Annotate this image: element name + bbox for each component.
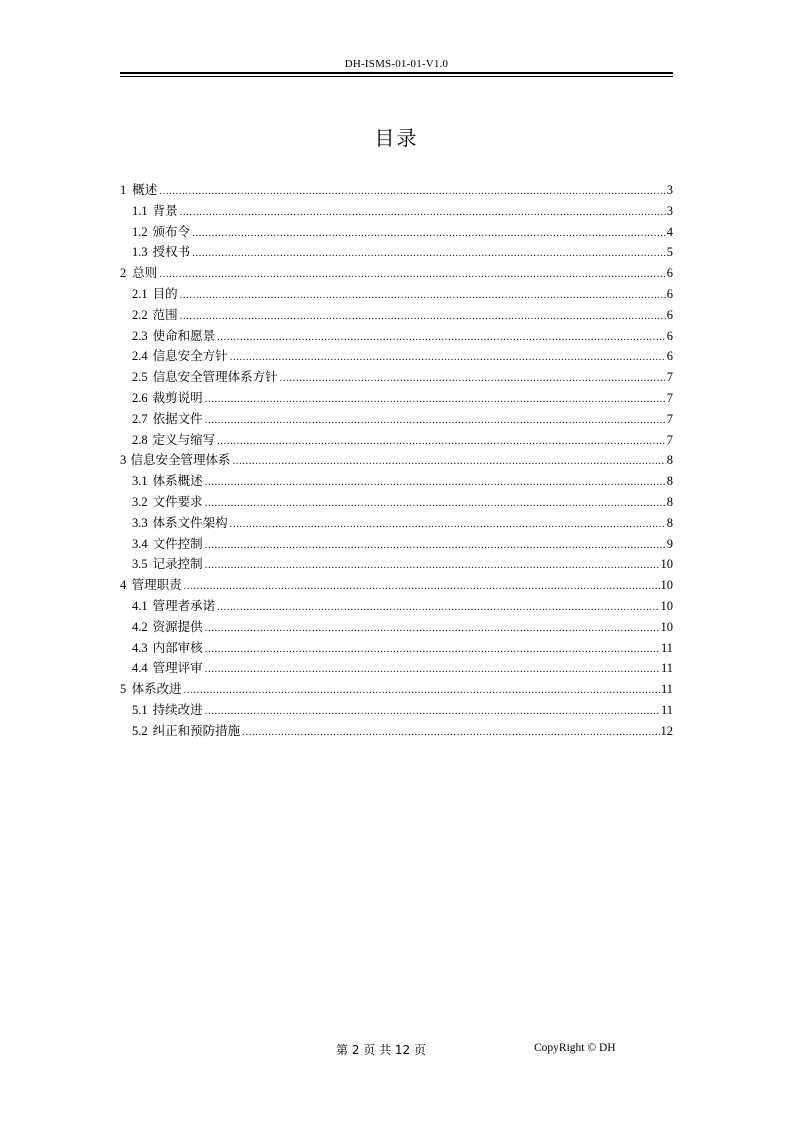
toc-entry-title: 记录控制 bbox=[152, 556, 203, 572]
toc-entry-title: 资源提供 bbox=[152, 618, 203, 634]
toc-entry-title: 内部审核 bbox=[152, 639, 203, 655]
toc-entry-number: 2.4 bbox=[132, 349, 148, 364]
toc-entry-title: 范围 bbox=[152, 306, 178, 322]
footer-page-info: 第 2 页 共 12 页 bbox=[336, 1043, 426, 1057]
toc-entry-page: 6 bbox=[666, 307, 673, 322]
toc-dot-leader bbox=[205, 493, 666, 514]
toc-entry[interactable] bbox=[120, 658, 673, 679]
toc-entry-number: 1 bbox=[120, 183, 127, 197]
toc-dot-leader bbox=[205, 555, 660, 576]
toc-entry-number: 4.1 bbox=[132, 598, 148, 613]
toc-entry[interactable] bbox=[120, 242, 673, 263]
header-divider-thick bbox=[120, 72, 673, 74]
toc-entry[interactable] bbox=[120, 346, 673, 367]
toc-dot-leader bbox=[184, 576, 660, 597]
footer-copyright: CopyRight © DH bbox=[534, 1042, 616, 1054]
toc-dot-leader bbox=[205, 389, 666, 410]
toc-entry[interactable] bbox=[120, 617, 673, 638]
toc-entry-number: 2 bbox=[120, 266, 127, 281]
toc-dot-leader bbox=[242, 722, 659, 743]
toc-dot-leader bbox=[280, 368, 666, 389]
toc-entry-page: 10 bbox=[660, 619, 673, 634]
toc-entry-title: 信息安全管理体系方针 bbox=[152, 369, 278, 385]
toc-entry[interactable] bbox=[120, 430, 673, 451]
toc-dot-leader bbox=[205, 535, 666, 556]
toc-entry-page: 10 bbox=[660, 557, 673, 572]
toc-entry-title: 管理职责 bbox=[131, 577, 182, 593]
toc-entry-number: 3.5 bbox=[132, 557, 148, 572]
toc-entry-number: 2.7 bbox=[132, 411, 148, 426]
toc-entry-page: 8 bbox=[666, 453, 673, 468]
toc-entry-page: 8 bbox=[666, 474, 673, 489]
toc-dot-leader bbox=[230, 347, 666, 368]
toc-entry-page: 4 bbox=[666, 224, 673, 239]
toc-entry[interactable] bbox=[120, 305, 673, 326]
toc-dot-leader bbox=[184, 680, 660, 701]
toc-entry-page: 10 bbox=[660, 578, 673, 593]
document-code: DH-ISMS-01-01-V1.0 bbox=[344, 58, 449, 70]
toc-entry-number: 4.2 bbox=[132, 619, 148, 634]
toc-entry[interactable] bbox=[120, 450, 673, 471]
toc-entry-title: 目的 bbox=[152, 285, 178, 301]
toc-entry-page: 7 bbox=[666, 411, 673, 426]
toc-dot-leader bbox=[205, 618, 660, 639]
toc-entry-page: 11 bbox=[660, 702, 673, 717]
toc-entry-number: 2.8 bbox=[132, 432, 148, 447]
toc-entry[interactable] bbox=[120, 222, 673, 243]
toc-entry-title: 授权书 bbox=[152, 244, 191, 260]
toc-entry-number: 5.2 bbox=[132, 723, 148, 738]
toc-entry-page: 3 bbox=[666, 183, 673, 197]
toc-entry-title: 文件要求 bbox=[152, 493, 203, 509]
toc-entry-page: 6 bbox=[666, 328, 673, 343]
toc-entry-title: 纠正和预防措施 bbox=[152, 722, 241, 738]
toc-entry-number: 1.3 bbox=[132, 245, 148, 260]
toc-entry-title: 信息安全方针 bbox=[152, 348, 228, 364]
toc-entry-page: 11 bbox=[660, 640, 673, 655]
toc-dot-leader bbox=[217, 327, 666, 348]
toc-entry[interactable] bbox=[120, 471, 673, 492]
toc-dot-leader bbox=[217, 597, 659, 618]
toc-dot-leader bbox=[159, 264, 665, 285]
toc-entry-number: 4.3 bbox=[132, 640, 148, 655]
toc-entry-page: 8 bbox=[666, 515, 673, 530]
toc-entry-number: 1.2 bbox=[132, 224, 148, 239]
toc-entry-page: 10 bbox=[660, 598, 673, 613]
toc-dot-leader bbox=[205, 410, 666, 431]
toc-dot-leader bbox=[180, 202, 666, 223]
toc-entry[interactable] bbox=[120, 201, 673, 222]
toc-entry-title: 概述 bbox=[132, 182, 158, 197]
table-of-contents bbox=[120, 180, 673, 742]
toc-entry-title: 文件控制 bbox=[152, 535, 203, 551]
toc-entry[interactable] bbox=[120, 326, 673, 347]
toc-entry[interactable] bbox=[120, 284, 673, 305]
toc-entry-page: 7 bbox=[666, 370, 673, 385]
toc-dot-leader bbox=[180, 306, 666, 327]
toc-dot-leader bbox=[192, 223, 666, 244]
toc-entry-number: 3.1 bbox=[132, 474, 148, 489]
toc-entry-number: 5 bbox=[120, 682, 127, 697]
toc-entry-title: 体系概述 bbox=[152, 473, 203, 489]
toc-entry-title: 持续改进 bbox=[152, 701, 203, 717]
toc-entry-title: 管理评审 bbox=[152, 660, 203, 676]
toc-dot-leader bbox=[159, 181, 665, 202]
toc-entry-number: 4 bbox=[120, 578, 127, 593]
toc-entry-page: 11 bbox=[660, 661, 673, 676]
toc-entry[interactable] bbox=[120, 367, 673, 388]
toc-entry-number: 3.3 bbox=[132, 515, 148, 530]
toc-dot-leader bbox=[217, 431, 666, 452]
toc-entry-page: 6 bbox=[666, 349, 673, 364]
toc-entry-number: 4.4 bbox=[132, 661, 148, 676]
toc-entry[interactable] bbox=[120, 679, 673, 700]
toc-entry-page: 9 bbox=[666, 536, 673, 551]
toc-entry[interactable] bbox=[120, 492, 673, 513]
toc-entry-number: 2.3 bbox=[132, 328, 148, 343]
toc-entry-number: 3.2 bbox=[132, 494, 148, 509]
toc-entry[interactable] bbox=[120, 700, 673, 721]
toc-entry-page: 11 bbox=[660, 682, 673, 697]
toc-entry[interactable] bbox=[120, 554, 673, 575]
toc-entry-title: 裁剪说明 bbox=[152, 389, 203, 405]
toc-dot-leader bbox=[230, 514, 666, 535]
toc-entry-number: 5.1 bbox=[132, 702, 148, 717]
toc-entry-number: 2.2 bbox=[132, 307, 148, 322]
toc-entry-title: 依据文件 bbox=[152, 410, 203, 426]
toc-entry-page: 12 bbox=[660, 723, 673, 738]
toc-entry-title: 管理者承诺 bbox=[152, 597, 216, 613]
toc-entry-page: 5 bbox=[666, 245, 673, 260]
toc-entry-number: 3 bbox=[120, 453, 127, 468]
toc-entry-title: 背景 bbox=[152, 202, 178, 218]
toc-entry-number: 3.4 bbox=[132, 536, 148, 551]
toc-entry-number: 2.5 bbox=[132, 370, 148, 385]
toc-entry-title: 总则 bbox=[132, 265, 158, 281]
toc-entry-number: 2.1 bbox=[132, 286, 148, 301]
toc-entry-title: 定义与缩写 bbox=[152, 431, 216, 447]
toc-entry[interactable] bbox=[120, 409, 673, 430]
toc-entry-page: 8 bbox=[666, 494, 673, 509]
toc-entry[interactable] bbox=[120, 596, 673, 617]
toc-entry-title: 体系改进 bbox=[131, 681, 182, 697]
toc-entry-page: 6 bbox=[666, 266, 673, 281]
toc-entry[interactable] bbox=[120, 513, 673, 534]
toc-entry-title: 信息安全管理体系 bbox=[130, 452, 231, 468]
toc-entry[interactable] bbox=[120, 575, 673, 596]
toc-entry[interactable] bbox=[120, 388, 673, 409]
toc-entry[interactable] bbox=[120, 638, 673, 659]
toc-dot-leader bbox=[205, 639, 660, 660]
toc-dot-leader bbox=[180, 285, 666, 306]
toc-dot-leader bbox=[205, 701, 660, 722]
toc-dot-leader bbox=[205, 472, 666, 493]
toc-entry-title: 使命和愿景 bbox=[152, 327, 216, 343]
toc-entry-page: 7 bbox=[666, 432, 673, 447]
header-divider-thin bbox=[120, 76, 673, 77]
toc-entry[interactable] bbox=[120, 534, 673, 555]
toc-entry-page: 7 bbox=[666, 390, 673, 405]
toc-entry[interactable] bbox=[120, 180, 673, 201]
toc-dot-leader bbox=[205, 659, 660, 680]
toc-entry[interactable] bbox=[120, 721, 673, 742]
toc-entry-number: 1.1 bbox=[132, 203, 148, 218]
toc-dot-leader bbox=[233, 451, 666, 472]
toc-entry-number: 2.6 bbox=[132, 390, 148, 405]
toc-entry-page: 6 bbox=[666, 286, 673, 301]
toc-title: 目录 bbox=[374, 126, 419, 150]
toc-entry-page: 3 bbox=[666, 203, 673, 218]
toc-entry[interactable] bbox=[120, 263, 673, 284]
toc-entry-title: 颁布令 bbox=[152, 223, 191, 239]
toc-entry-title: 体系文件架构 bbox=[152, 514, 228, 530]
toc-dot-leader bbox=[192, 243, 666, 264]
